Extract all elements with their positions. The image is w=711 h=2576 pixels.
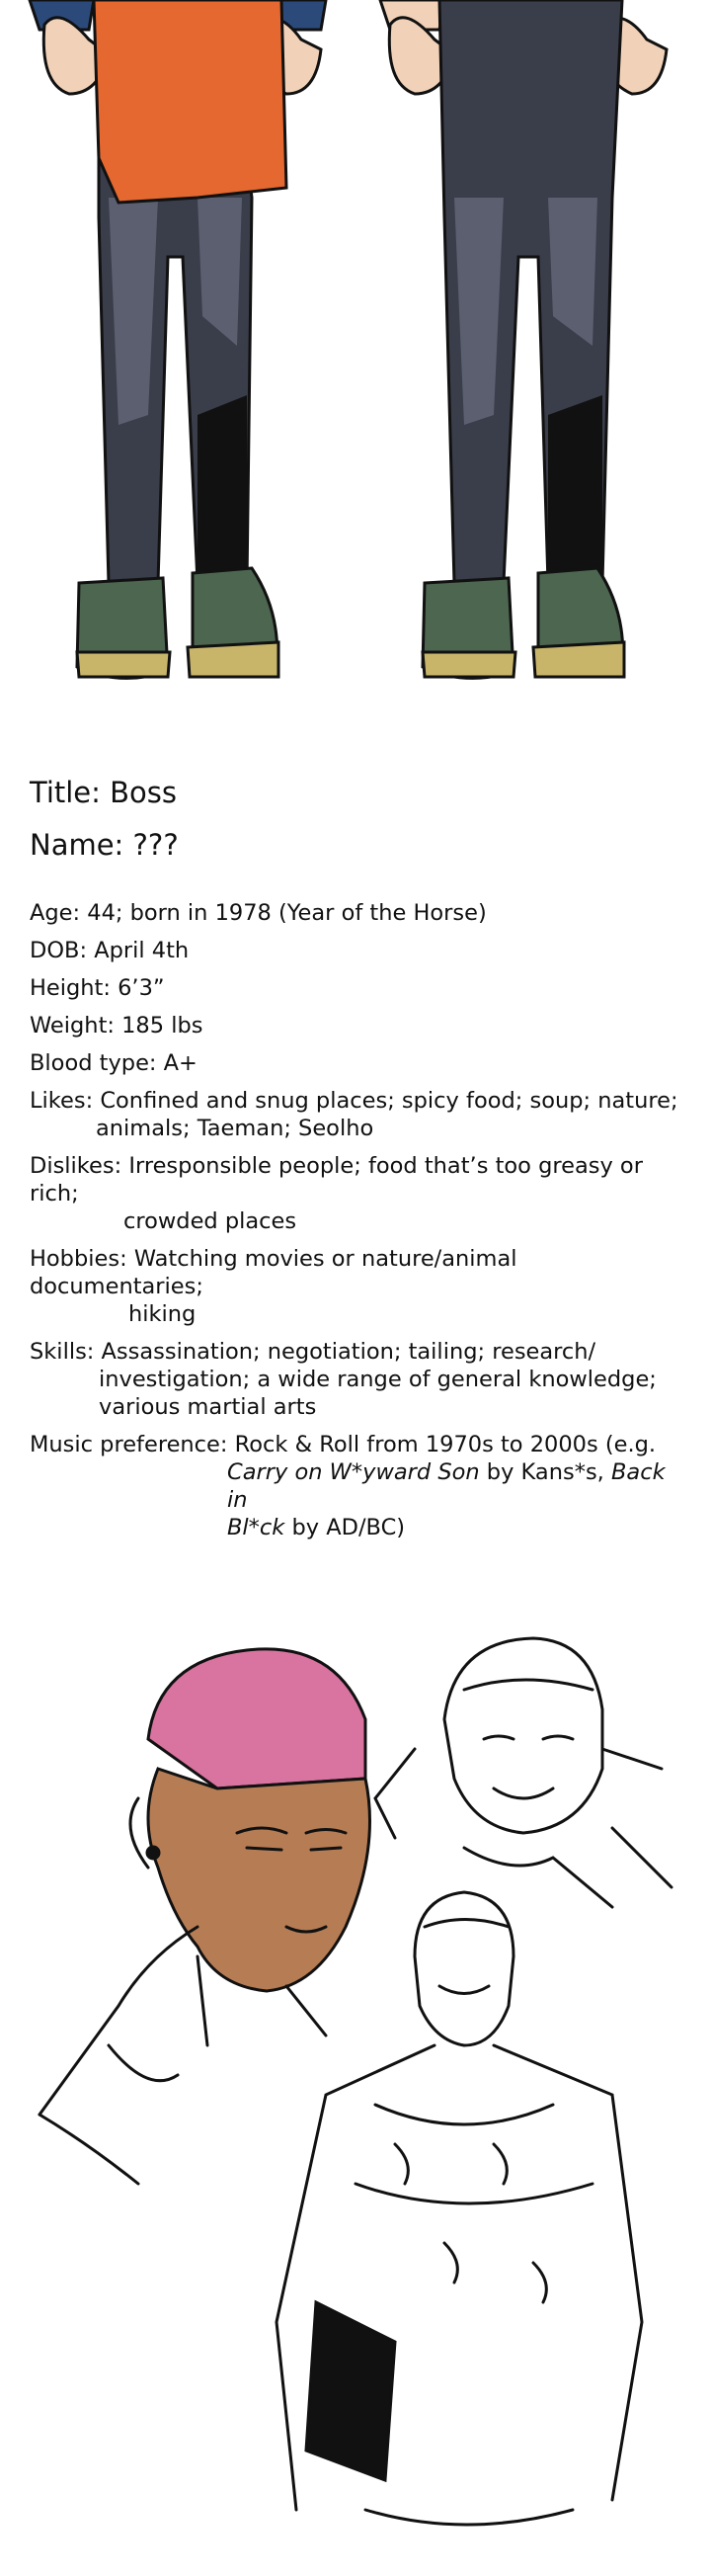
music-artist-1: by Kans*s, <box>479 1459 611 1485</box>
figure-right <box>380 0 667 678</box>
character-legs-illustration <box>0 0 711 692</box>
figure-left-with-apron <box>30 0 326 678</box>
title-line: Title: Boss <box>30 776 177 809</box>
dob-row: DOB: April 4th <box>30 938 190 963</box>
hobbies-row <box>30 1245 691 1328</box>
skills-line-3: various martial arts <box>99 1394 317 1420</box>
standing-figure-sketch <box>276 1892 642 2525</box>
weight-row: Weight: 185 lbs <box>30 1013 203 1039</box>
music-line-3 <box>30 1514 691 1541</box>
age-row: Age: 44; born in 1978 (Year of the Horse) <box>30 900 487 926</box>
smiling-head-sketch <box>375 1638 672 1907</box>
dislikes-line-2: crowded places <box>123 1208 297 1234</box>
music-song-1: Carry on W*yward Son <box>227 1459 480 1485</box>
blood-type-row: Blood type: A+ <box>30 1050 198 1076</box>
character-sketch-illustration <box>0 1630 711 2576</box>
likes-row <box>30 1087 691 1142</box>
music-song-2a: Back in <box>227 1459 666 1513</box>
skills-line-2: investigation; a wide range of general knowledge; <box>99 1367 657 1392</box>
colored-head-sketch <box>40 1649 370 2184</box>
music-artist-2: by AD/BC) <box>284 1515 406 1540</box>
profile-info <box>30 899 691 1551</box>
music-line-2 <box>30 1458 691 1514</box>
music-song-2b: Bl*ck <box>227 1515 285 1540</box>
name-line: Name: ??? <box>30 828 179 862</box>
likes-line-2: animals; Taeman; Seolho <box>96 1116 374 1141</box>
hobbies-label: Hobbies: <box>30 1246 127 1272</box>
dislikes-row <box>30 1152 691 1235</box>
music-row <box>30 1431 691 1541</box>
height-row: Height: 6’3” <box>30 975 165 1001</box>
skills-label: Skills: <box>30 1339 95 1365</box>
likes-label: Likes: <box>30 1088 94 1114</box>
hobbies-line-1: Watching movies or nature/animal documentaries; <box>30 1246 517 1299</box>
likes-line-1: Confined and snug places; spicy food; soup; nature; <box>100 1088 678 1114</box>
skills-row <box>30 1338 691 1421</box>
hobbies-line-2: hiking <box>128 1301 197 1327</box>
dislikes-line-1: Irresponsible people; food that’s too greasy or rich; <box>30 1153 643 1206</box>
music-line-1: Rock & Roll from 1970s to 2000s (e.g. <box>234 1432 657 1457</box>
skills-line-1: Assassination; negotiation; tailing; research/ <box>101 1339 596 1365</box>
music-label: Music preference: <box>30 1432 228 1457</box>
dislikes-label: Dislikes: <box>30 1153 122 1179</box>
